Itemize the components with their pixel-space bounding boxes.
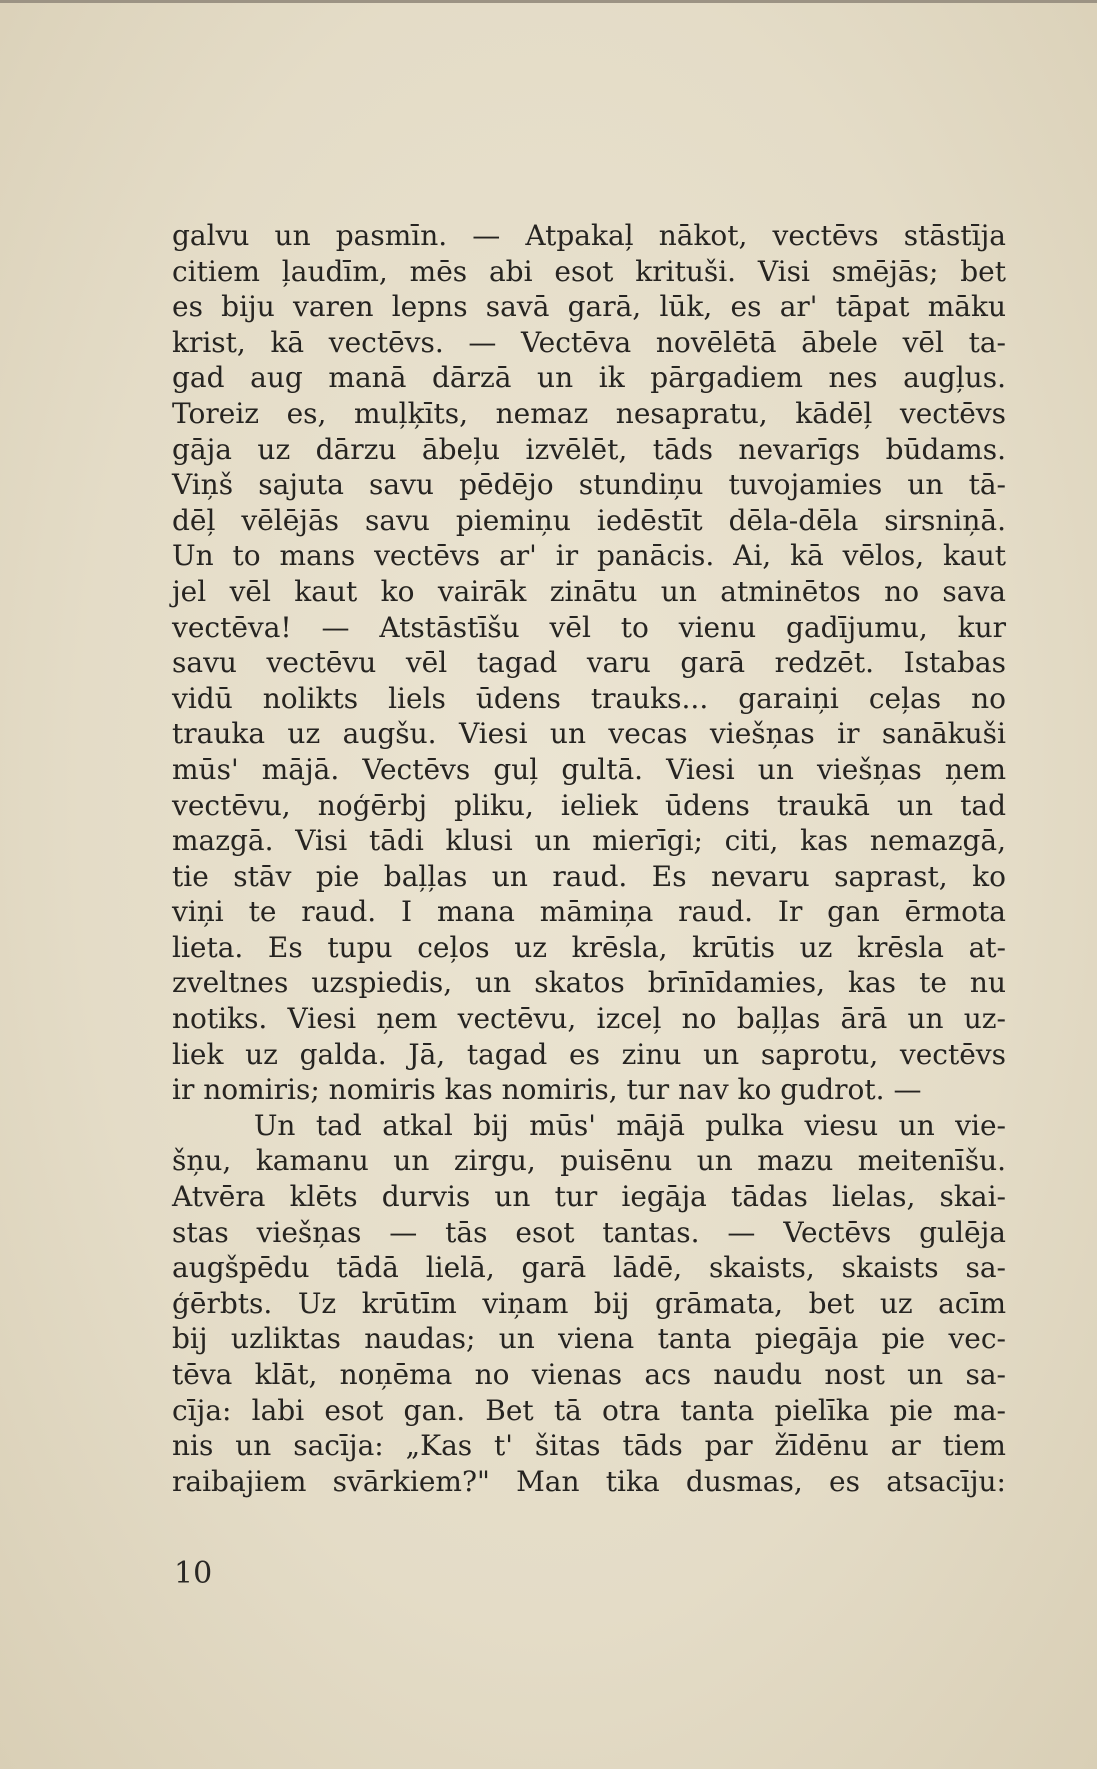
text-line: ir nomiris; nomiris kas nomiris, tur nav ko gudrot. — xyxy=(172,1073,922,1107)
text-line: bij uzliktas naudas; un viena tanta piegāja pie vec- xyxy=(172,1322,1006,1356)
text-line: zveltnes uzspiedis, un skatos brīnīdamies, kas te nu xyxy=(172,966,1006,1000)
text-line: notiks. Viesi ņem vectēvu, izceļ no baļļas ārā un uz- xyxy=(172,1002,1006,1036)
text-line: galvu un pasmīn. — Atpakaļ nākot, vectēvs stāstīja xyxy=(172,219,1006,252)
text-line: raibajiem svārkiem?" Man tika dusmas, es atsacīju: xyxy=(172,1464,1006,1498)
text-line: gāja uz dārzu ābeļu izvēlēt, tāds nevarīgs būdams. xyxy=(172,432,1006,466)
page-number: 10 xyxy=(174,1556,213,1591)
text-line: Un tad atkal bij mūs' mājā pulka viesu un vie- xyxy=(172,1108,1006,1142)
text-line: gad aug manā dārzā un ik pārgadiem nes augļus. xyxy=(172,361,1006,395)
text-line: savu vectēvu vēl tagad varu garā redzēt. Istabas xyxy=(172,646,1006,680)
body-text xyxy=(172,218,1006,1499)
text-line: mazgā. Visi tādi klusi un mierīgi; citi, kas nemazgā, xyxy=(172,824,1006,858)
text-line: vidū nolikts liels ūdens trauks... garaiņi ceļas no xyxy=(172,681,1006,715)
text-line: Atvēra klēts durvis un tur iegāja tādas lielas, skai- xyxy=(172,1180,1006,1214)
text-line: dēļ vēlējās savu piemiņu iedēstīt dēla-dēla sirsniņā. xyxy=(172,503,1006,537)
text-line: tēva klāt, noņēma no vienas acs naudu nost un sa- xyxy=(172,1358,1006,1391)
text-line: krist, kā vectēvs. — Vectēva novēlētā ābele vēl ta- xyxy=(172,325,1006,359)
text-line: ģērbts. Uz krūtīm viņam bij grāmata, bet uz acīm xyxy=(172,1286,1006,1320)
page-top-edge xyxy=(0,0,1097,3)
text-line: citiem ļaudīm, mēs abi esot krituši. Visi smējās; bet xyxy=(172,254,1006,288)
text-line: stas viešņas — tās esot tantas. — Vectēvs gulēja xyxy=(172,1215,1006,1249)
text-line: trauka uz augšu. Viesi un vecas viešņas ir sanākuši xyxy=(172,717,1006,751)
text-line: viņi te raud. I mana māmiņa raud. Ir gan ērmota xyxy=(172,895,1006,929)
text-line: Viņš sajuta savu pēdējo stundiņu tuvojamies un tā- xyxy=(172,468,1006,502)
text-line: vectēvu, noģērbj pliku, ieliek ūdens traukā un tad xyxy=(172,788,1006,822)
text-line: Un to mans vectēvs ar' ir panācis. Ai, kā vēlos, kaut xyxy=(172,539,1006,573)
text-line: lieta. Es tupu ceļos uz krēsla, krūtis uz krēsla at- xyxy=(172,930,1006,964)
text-line: šņu, kamanu un zirgu, puisēnu un mazu meitenīšu. xyxy=(172,1144,1006,1178)
text-line: es biju varen lepns savā garā, lūk, es ar' tāpat māku xyxy=(172,290,1006,324)
text-line: jel vēl kaut ko vairāk zinātu un atminētos no sava xyxy=(172,574,1006,608)
text-line: augšpēdu tādā lielā, garā lādē, skaists, skaists sa- xyxy=(172,1251,1006,1285)
text-line: liek uz galda. Jā, tagad es zinu un saprotu, vectēvs xyxy=(172,1037,1006,1071)
text-line: vectēva! — Atstāstīšu vēl to vienu gadījumu, kur xyxy=(172,610,1006,644)
text-line: Toreiz es, muļķīts, nemaz nesapratu, kādēļ vectēvs xyxy=(172,396,1006,430)
text-line: tie stāv pie baļļas un raud. Es nevaru saprast, ko xyxy=(172,859,1006,893)
text-line: mūs' mājā. Vectēvs guļ gultā. Viesi un viešņas ņem xyxy=(172,752,1006,786)
text-line: cīja: labi esot gan. Bet tā otra tanta pielīka pie ma- xyxy=(172,1393,1006,1427)
text-line: nis un sacīja: „Kas t' šitas tāds par žīdēnu ar tiem xyxy=(172,1429,1006,1463)
